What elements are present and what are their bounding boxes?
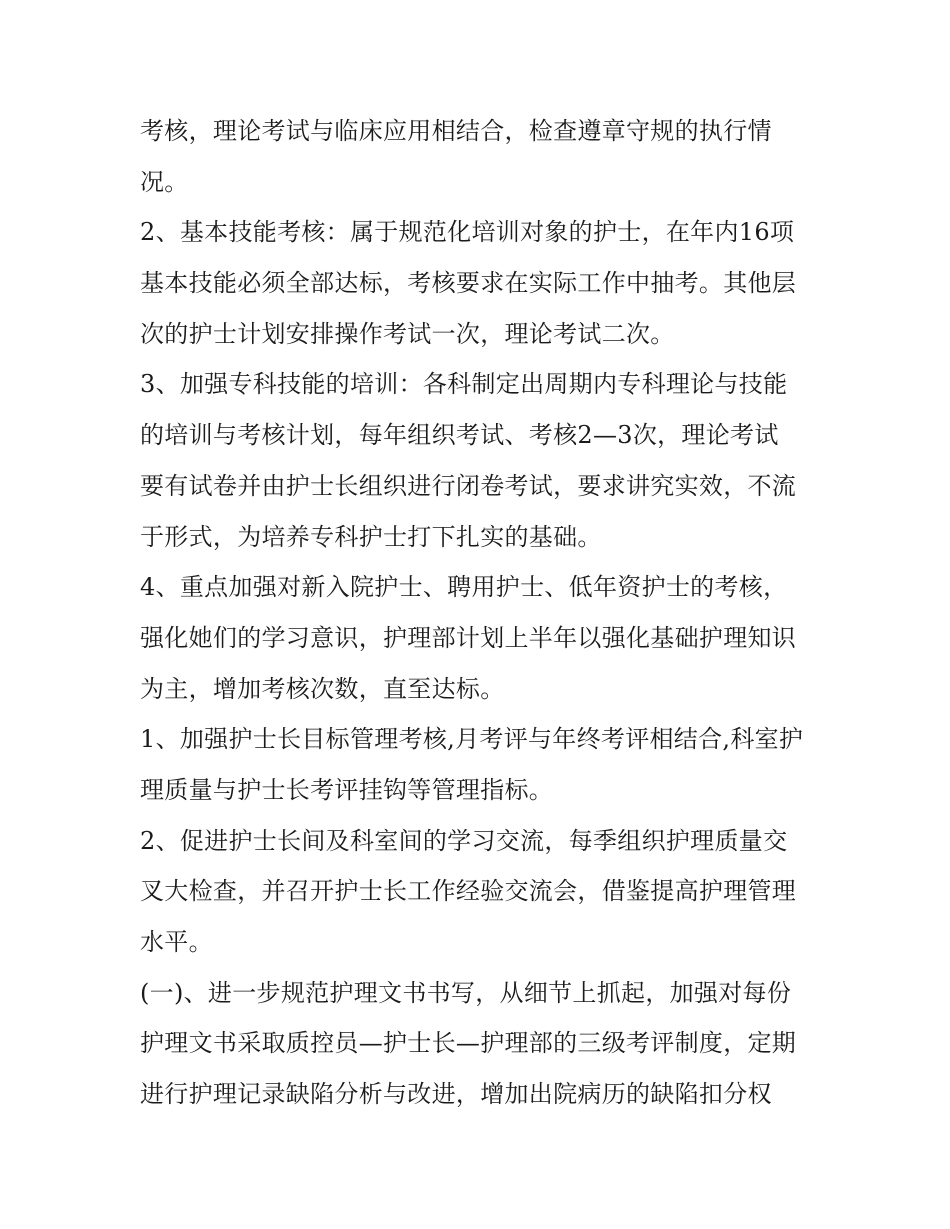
text-line: 次的护士计划安排操作考试一次，理论考试二次。	[140, 319, 675, 348]
text-line: 为主，增加考核次数，直至达标。	[140, 674, 505, 703]
text-line: 水平。	[140, 928, 213, 956]
text-line: 护理文书采取质控员—护士长—护理部的三级考评制度，定期	[140, 1029, 797, 1058]
text-line: 强化她们的学习意识，护理部计划上半年以强化基础护理知识	[140, 623, 797, 652]
document-body	[140, 106, 820, 1120]
text-line: 于形式，为培养专科护士打下扎实的基础。	[140, 522, 602, 551]
text-line: 考核，理论考试与临床应用相结合，检查遵章守规的执行情	[140, 117, 772, 145]
text-line: 3、加强专科技能的培训：各科制定出周期内专科理论与技能	[140, 370, 788, 399]
text-line: 基本技能必须全部达标，考核要求在实际工作中抽考。其他层	[140, 269, 797, 298]
text-line: 叉大检查，并召开护士长工作经验交流会，借鉴提高护理管理	[140, 877, 797, 906]
text-line: 理质量与护士长考评挂钩等管理指标。	[140, 775, 554, 804]
text-line: 进行护理记录缺陷分析与改进，增加出院病历的缺陷扣分权	[140, 1080, 772, 1109]
text-line: 2、基本技能考核：属于规范化培训对象的护士，在年内16项	[140, 218, 795, 247]
text-line: 的培训与考核计划，每年组织考试、考核2—3次，理论考试	[140, 421, 779, 450]
text-line: 4、重点加强对新入院护士、聘用护士、低年资护士的考核，	[140, 573, 788, 602]
text-line: 况。	[140, 167, 189, 196]
text-line: 要有试卷并由护士长组织进行闭卷考试，要求讲究实效，不流	[140, 471, 797, 500]
text-line: 2、促进护士长间及科室间的学习交流，每季组织护理质量交	[140, 826, 788, 855]
text-line: 1、加强护士长目标管理考核,月考评与年终考评相结合,科室护	[140, 725, 804, 754]
text-line: (一)、进一步规范护理文书书写，从细节上抓起，加强对每份	[140, 978, 792, 1007]
